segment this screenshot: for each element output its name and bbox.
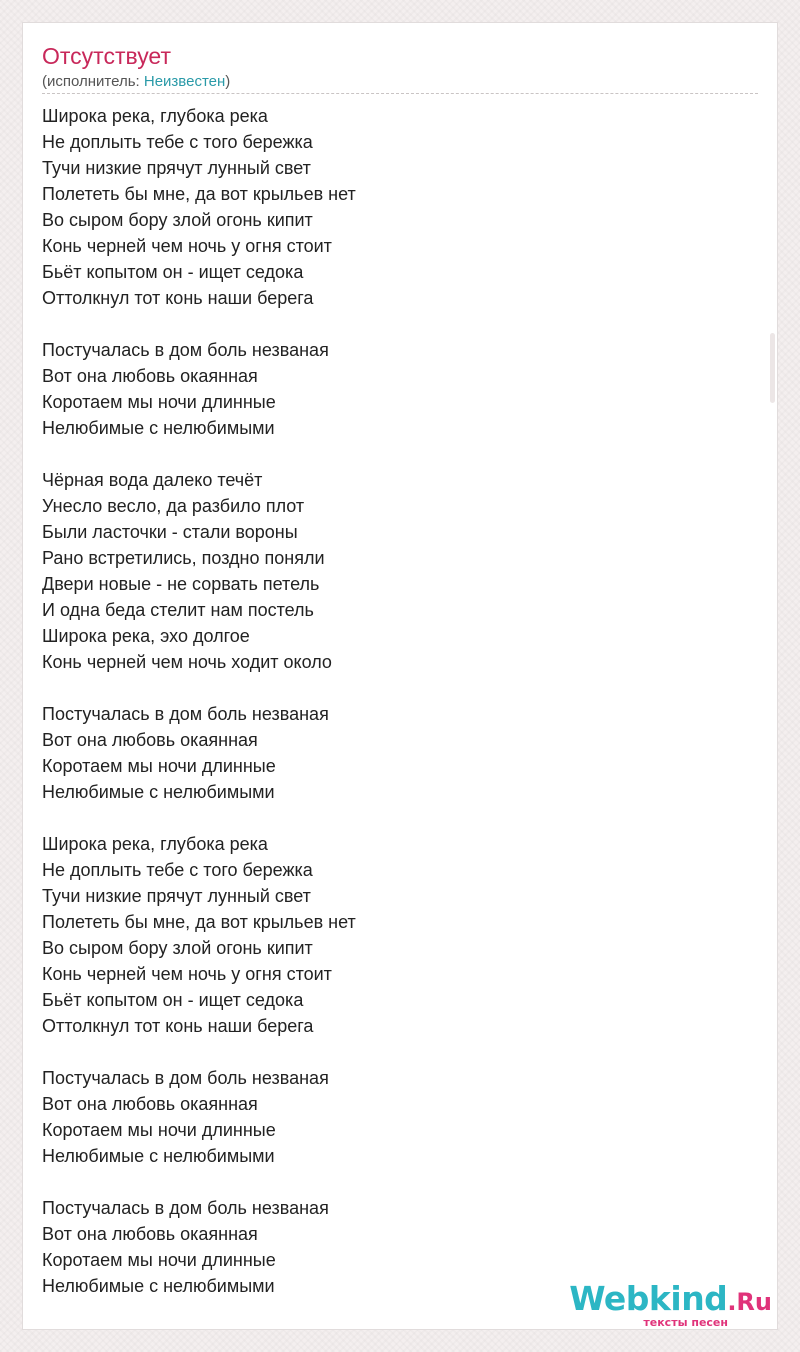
logo-tld: .Ru (727, 1288, 772, 1316)
artist-suffix: ) (225, 73, 231, 90)
lyric-line: Были ласточки - стали вороны (42, 522, 298, 542)
lyric-line: Конь черней чем ночь ходит около (42, 652, 332, 672)
stanza (42, 467, 742, 675)
lyric-line: Двери новые - не сорвать петель (42, 574, 320, 594)
scrollbar-thumb[interactable] (770, 333, 775, 403)
lyric-line: Нелюбимые с нелюбимыми (42, 1146, 275, 1166)
lyric-line: Не доплыть тебе с того бережка (42, 132, 313, 152)
lyric-line: Коротаем мы ночи длинные (42, 1250, 276, 1270)
lyric-line: Нелюбимые с нелюбимыми (42, 1276, 275, 1296)
lyric-line: Унесло весло, да разбило плот (42, 496, 305, 516)
lyric-line: Коротаем мы ночи длинные (42, 756, 276, 776)
lyric-line: Широка река, глубока река (42, 834, 268, 854)
lyric-line: Во сыром бору злой огонь кипит (42, 210, 313, 230)
lyric-line: Полететь бы мне, да вот крыльев нет (42, 184, 356, 204)
lyric-line: Нелюбимые с нелюбимыми (42, 782, 275, 802)
lyric-line: Бьёт копытом он - ищет седока (42, 990, 304, 1010)
scrollbar[interactable] (767, 23, 777, 1329)
lyric-line: Широка река, эхо долгое (42, 626, 250, 646)
lyric-line: Постучалась в дом боль незваная (42, 340, 329, 360)
lyric-line: Вот она любовь окаянная (42, 366, 258, 386)
lyric-line: Постучалась в дом боль незваная (42, 1198, 329, 1218)
lyric-line: Во сыром бору злой огонь кипит (42, 938, 313, 958)
lyric-line: Бьёт копытом он - ищет седока (42, 262, 304, 282)
lyric-line: Не доплыть тебе с того бережка (42, 860, 313, 880)
logo-name: Webkind (569, 1279, 728, 1318)
title-divider (42, 93, 758, 94)
stanza (42, 831, 742, 1039)
lyric-line: Коротаем мы ночи длинные (42, 392, 276, 412)
lyric-line: Конь черней чем ночь у огня стоит (42, 964, 332, 984)
lyric-line: Оттолкнул тот конь наши берега (42, 288, 314, 308)
lyric-line: Тучи низкие прячут лунный свет (42, 886, 311, 906)
lyric-line: Вот она любовь окаянная (42, 730, 258, 750)
song-title: Отсутствует (42, 43, 171, 69)
lyric-line: Конь черней чем ночь у огня стоит (42, 236, 332, 256)
lyric-line: Тучи низкие прячут лунный свет (42, 158, 311, 178)
lyric-line: Нелюбимые с нелюбимыми (42, 418, 275, 438)
artist-link[interactable]: Неизвестен (143, 73, 226, 90)
logo-wordmark[interactable] (569, 1279, 772, 1319)
stanza (42, 1065, 742, 1169)
lyric-line: И одна беда стелит нам постель (42, 600, 314, 620)
lyric-line: Постучалась в дом боль незваная (42, 704, 329, 724)
lyric-line: Постучалась в дом боль незваная (42, 1068, 329, 1088)
lyric-line: Вот она любовь окаянная (42, 1094, 258, 1114)
lyric-line: Оттолкнул тот конь наши берега (42, 1016, 314, 1036)
lyric-line: Коротаем мы ночи длинные (42, 1120, 276, 1140)
lyric-line: Рано встретились, поздно поняли (42, 548, 325, 568)
site-logo[interactable] (569, 1279, 772, 1329)
artist-line (42, 72, 230, 92)
lyric-line: Чёрная вода далеко течёт (42, 470, 263, 490)
artist-prefix: (исполнитель: (42, 73, 144, 90)
stanza (42, 103, 742, 311)
lyric-line: Полететь бы мне, да вот крыльев нет (42, 912, 356, 932)
lyric-line: Вот она любовь окаянная (42, 1224, 258, 1244)
lyric-line: Широка река, глубока река (42, 106, 268, 126)
stanza (42, 337, 742, 441)
logo-tagline: тексты песен (643, 1316, 728, 1329)
lyrics-text (42, 103, 742, 1299)
stanza (42, 701, 742, 805)
